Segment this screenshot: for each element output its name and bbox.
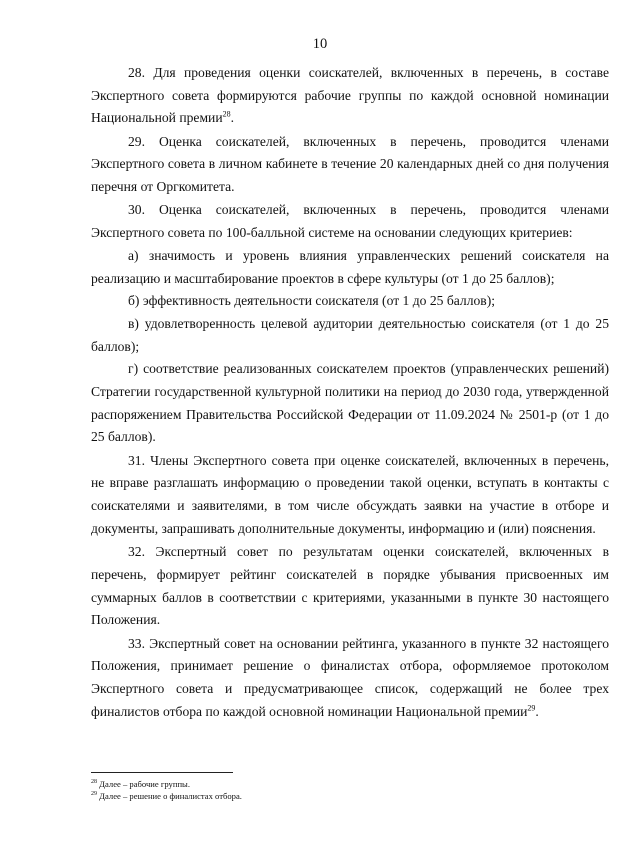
criterion-a: а) значимость и уровень влияния управленческих решений соискателя на реализацию и масштабирование проектов в сфере культуры (от 1 до 25 баллов); [91, 247, 609, 286]
paragraph-33 [91, 633, 609, 724]
paragraph-30: 30. Оценка соискателей, включенных в перечень, проводится членами Экспертного совета по 100-балльной системе на основании следующих критериев: [91, 202, 609, 241]
footnote-29-text: Далее – решение о финалистах отбора. [97, 790, 242, 801]
criterion-c: в) удовлетворенность целевой аудитории деятельностью соискателя (от 1 до 25 баллов); [91, 315, 609, 354]
footnote-marker-29: 29 [91, 790, 97, 797]
page-number: 10 [312, 36, 328, 52]
paragraph-28: 28. Для проведения оценки соискателей, включенных в перечень, в составе Экспертного совета формируются рабочие группы по каждой основной номинации Национальной премии$^{28}$. [91, 65, 609, 126]
criterion-d: г) соответствие реализованных соискателем проектов (управленческих решений) Стратегии государственной культурной политики на период до 2030 года, утвержденной распоряжением Правительства Российской Федерации от 11.09.2024 № 2501-р (от 1 до 25 баллов). [91, 361, 609, 445]
paragraph-33-text: 33. Экспертный совет на основании рейтинга, указанного в пункте 32 настоящего Положения, принимает решение о финалистах отбора, оформляемое протоколом Экспертного совета и предусматривающее список, содержащий не более трех финалистов отбора по каждой основной номинации Национальной премии [91, 635, 609, 719]
footnote-28 [91, 779, 609, 791]
footnote-ref-28: 28 [222, 109, 231, 119]
footnote-separator [91, 772, 233, 773]
paragraph-29: 29. Оценка соискателей, включенных в перечень, проводится членами Экспертного совета в личном кабинете в течение 20 календарных дней со дня получения перечня от Оргкомитета. [91, 133, 609, 195]
footnote-marker-28: 28 [91, 779, 97, 786]
criterion-b: б) эффективность деятельности соискателя (от 1 до 25 баллов); [128, 293, 495, 309]
footnote-ref-29: 29 [527, 703, 536, 713]
footnote-28-text: Далее – рабочие группы. [97, 779, 190, 789]
paragraph-33-end: . [535, 703, 539, 719]
document-body [91, 62, 609, 723]
paragraph-28-text: 28. Для проведения оценки соискателей, включенных в перечень, в составе Экспертного совета формируются рабочие группы по каждой основной номинации Национальной премии [91, 65, 609, 126]
paragraph-32: 32. Экспертный совет по результатам оценки соискателей, включенных в перечень, формирует рейтинг соискателей в порядке убывания присвоенных им суммарных баллов в соответствии с критериями, указанными в пункте 30 настоящего Положения. [91, 544, 609, 628]
footnote-29 [91, 791, 609, 803]
paragraph-31: 31. Члены Экспертного совета при оценке соискателей, включенных в перечень, не вправе разглашать информацию о проведении такой оценки, вступать в контакты с соискателями и заявителями, в том числе обсуждать заявки на участие в отборе и документы, запрашивать дополнительные документы, информацию и (или) пояснения. [91, 452, 609, 536]
footnotes [91, 779, 609, 802]
